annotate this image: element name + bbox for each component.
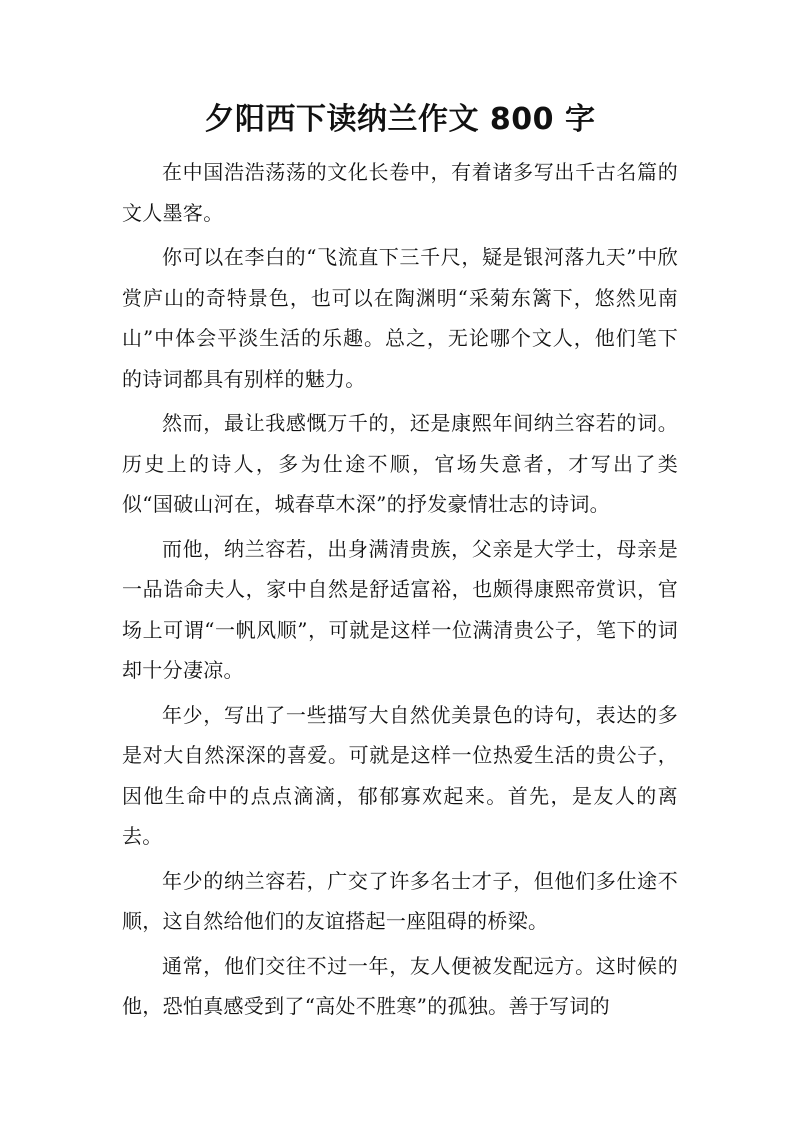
paragraph-6: 年少的纳兰容若，广交了许多名士才子，但他们多仕途不顺，这自然给他们的友谊搭起一座阻碍的桥梁。 bbox=[122, 868, 678, 933]
paragraph-4: 而他，纳兰容若，出身满清贵族，父亲是大学士，母亲是一品诰命夫人，家中自然是舒适富裕，也颇得康熙帝赏识，官场上可谓“一帆风顺”，可就是这样一位满清贵公子，笔下的词却十分凄凉。 bbox=[122, 536, 678, 682]
paragraph-7: 通常，他们交往不过一年，友人便被发配远方。这时候的他，恐怕真感受到了“高处不胜寒”的孤独。善于写词的 bbox=[122, 953, 678, 1018]
document-title: 夕阳西下读纳兰作文 800 字 bbox=[204, 102, 596, 137]
document-body bbox=[122, 152, 678, 1031]
paragraph-1: 在中国浩浩荡荡的文化长卷中，有着诸多写出千古名篇的文人墨客。 bbox=[122, 160, 678, 225]
paragraph-3: 然而，最让我感慨万千的，还是康熙年间纳兰容若的词。历史上的诗人，多为仕途不顺，官场失意者，才写出了类似“国破山河在，城春草木深”的抒发豪情壮志的诗词。 bbox=[122, 411, 678, 516]
paragraph-5: 年少，写出了一些描写大自然优美景色的诗句，表达的多是对大自然深深的喜爱。可就是这样一位热爱生活的贵公子，因他生命中的点点滴滴，郁郁寡欢起来。首先，是友人的离去。 bbox=[122, 702, 678, 848]
paragraph-2: 你可以在李白的“飞流直下三千尺，疑是银河落九天”中欣赏庐山的奇特景色，也可以在陶渊明“采菊东篱下，悠然见南山”中体会平淡生活的乐趣。总之，无论哪个文人，他们笔下的诗词都具有别样的魅力。 bbox=[122, 245, 678, 391]
